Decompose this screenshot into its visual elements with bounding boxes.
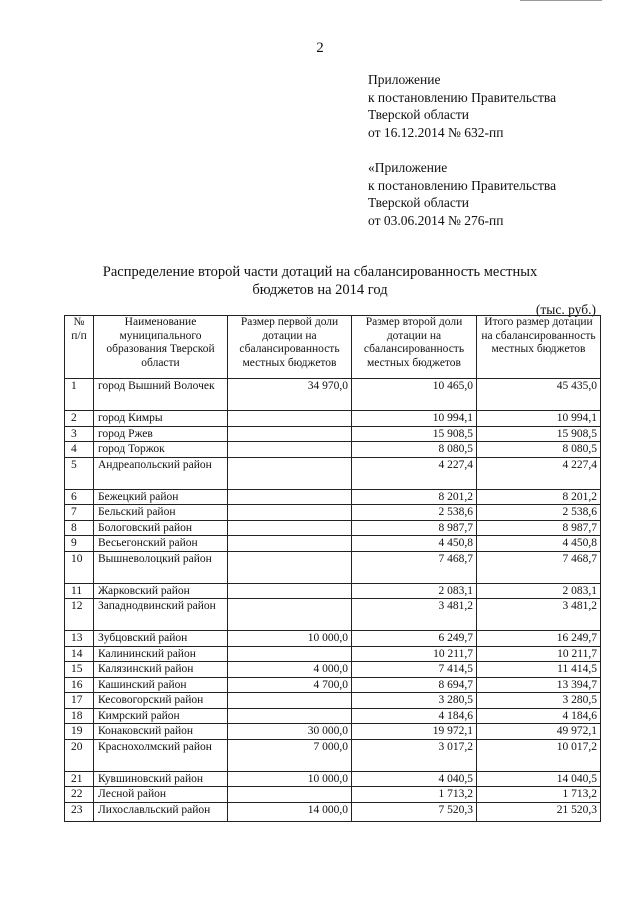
municipality-name: Лесной район: [94, 787, 228, 803]
table-row: [65, 646, 601, 662]
total-value: 4 227,4: [477, 457, 601, 489]
title-line: бюджетов на 2014 год: [252, 282, 388, 298]
document-title: [100, 263, 540, 299]
title-line: Распределение второй части дотаций на сбалансированность местных: [102, 264, 538, 280]
first-share-value: [228, 426, 352, 442]
appendix-previous-line: Тверской области: [368, 195, 469, 210]
municipality-name: город Вышний Волочек: [94, 379, 228, 411]
total-value: 7 468,7: [477, 551, 601, 583]
row-number: 1: [65, 379, 94, 411]
municipality-name: Калининский район: [94, 646, 228, 662]
second-share-value: 4 450,8: [352, 536, 477, 552]
second-share-value: 2 538,6: [352, 505, 477, 521]
table-row: [65, 411, 601, 427]
row-number: 2: [65, 411, 94, 427]
municipality-name: Андреапольский район: [94, 457, 228, 489]
total-value: 10 994,1: [477, 411, 601, 427]
first-share-value: [228, 787, 352, 803]
row-number: 17: [65, 693, 94, 709]
second-share-value: 1 713,2: [352, 787, 477, 803]
municipality-name: город Ржев: [94, 426, 228, 442]
second-share-value: 15 908,5: [352, 426, 477, 442]
table-row: [65, 739, 601, 771]
total-value: 2 083,1: [477, 583, 601, 599]
table-row: [65, 771, 601, 787]
row-number: 4: [65, 442, 94, 458]
second-share-value: 8 694,7: [352, 677, 477, 693]
second-share-value: 10 465,0: [352, 379, 477, 411]
second-share-value: 7 520,3: [352, 802, 477, 821]
header-total: Итого размер дотации на сбалансированность местных бюджетов: [477, 316, 601, 379]
second-share-value: 10 211,7: [352, 646, 477, 662]
table-row: [65, 662, 601, 678]
first-share-value: 14 000,0: [228, 802, 352, 821]
municipality-name: город Кимры: [94, 411, 228, 427]
second-share-value: 4 184,6: [352, 708, 477, 724]
row-number: 19: [65, 724, 94, 740]
total-value: 49 972,1: [477, 724, 601, 740]
row-number: 15: [65, 662, 94, 678]
units-label: (тыс. руб.): [535, 302, 596, 317]
first-share-value: 7 000,0: [228, 739, 352, 771]
municipality-name: Кувшиновский район: [94, 771, 228, 787]
table-row: [65, 551, 601, 583]
total-value: 11 414,5: [477, 662, 601, 678]
table-row: [65, 426, 601, 442]
total-value: 45 435,0: [477, 379, 601, 411]
first-share-value: [228, 646, 352, 662]
row-number: 5: [65, 457, 94, 489]
appendix-previous-line: к постановлению Правительства: [368, 177, 557, 193]
table-row: [65, 520, 601, 536]
total-value: 2 538,6: [477, 505, 601, 521]
first-share-value: 10 000,0: [228, 771, 352, 787]
row-number: 16: [65, 677, 94, 693]
appendix-current-line: от 16.12.2014 № 632-пп: [368, 124, 504, 140]
row-number: 23: [65, 802, 94, 821]
first-share-value: [228, 583, 352, 599]
table-row: [65, 708, 601, 724]
second-share-value: 19 972,1: [352, 724, 477, 740]
municipality-name: Бежецкий район: [94, 489, 228, 505]
row-number: 10: [65, 551, 94, 583]
total-value: 16 249,7: [477, 631, 601, 647]
total-value: 3 280,5: [477, 693, 601, 709]
municipality-name: Кашинский район: [94, 677, 228, 693]
second-share-value: 4 227,4: [352, 457, 477, 489]
header-first-share: Размер первой доли дотации на сбалансированность местных бюджетов: [228, 316, 352, 379]
second-share-value: 3 280,5: [352, 693, 477, 709]
first-share-value: 34 970,0: [228, 379, 352, 411]
total-value: 8 987,7: [477, 520, 601, 536]
second-share-value: 8 201,2: [352, 489, 477, 505]
municipality-name: Жарковский район: [94, 583, 228, 599]
first-share-value: 4 000,0: [228, 662, 352, 678]
row-number: 6: [65, 489, 94, 505]
table-row: [65, 379, 601, 411]
first-share-value: [228, 489, 352, 505]
second-share-value: 3 481,2: [352, 599, 477, 631]
row-number: 20: [65, 739, 94, 771]
total-value: 4 184,6: [477, 708, 601, 724]
municipality-name: Западнодвинский район: [94, 599, 228, 631]
municipality-name: Конаковский район: [94, 724, 228, 740]
row-number: 21: [65, 771, 94, 787]
total-value: 3 481,2: [477, 599, 601, 631]
first-share-value: [228, 599, 352, 631]
table-row: [65, 802, 601, 821]
top-border-line: [520, 0, 602, 1]
total-value: 4 450,8: [477, 536, 601, 552]
appendix-previous-line: «Приложение: [368, 160, 448, 175]
row-number: 12: [65, 599, 94, 631]
appendix-current: [368, 71, 556, 141]
second-share-value: 7 414,5: [352, 662, 477, 678]
row-number: 22: [65, 787, 94, 803]
table-row: [65, 583, 601, 599]
appendix-current-line: Тверской области: [368, 107, 469, 122]
appendix-current-line: к постановлению Правительства: [368, 89, 557, 105]
municipality-name: Зубцовский район: [94, 631, 228, 647]
total-value: 1 713,2: [477, 787, 601, 803]
total-value: 10 211,7: [477, 646, 601, 662]
municipality-name: Вышневолоцкий район: [94, 551, 228, 583]
first-share-value: 30 000,0: [228, 724, 352, 740]
table-row: [65, 505, 601, 521]
first-share-value: [228, 457, 352, 489]
table-row: [65, 457, 601, 489]
total-value: 8 080,5: [477, 442, 601, 458]
municipality-name: Калязинский район: [94, 662, 228, 678]
second-share-value: 7 468,7: [352, 551, 477, 583]
table-row: [65, 787, 601, 803]
row-number: 3: [65, 426, 94, 442]
municipality-name: Лихославльский район: [94, 802, 228, 821]
first-share-value: [228, 442, 352, 458]
municipality-name: Краснохолмский район: [94, 739, 228, 771]
row-number: 18: [65, 708, 94, 724]
table-row: [65, 677, 601, 693]
table-row: [65, 599, 601, 631]
first-share-value: [228, 708, 352, 724]
second-share-value: 10 994,1: [352, 411, 477, 427]
first-share-value: [228, 411, 352, 427]
table-row: [65, 693, 601, 709]
total-value: 10 017,2: [477, 739, 601, 771]
appendix-previous-line: от 03.06.2014 № 276-пп: [368, 212, 504, 228]
municipality-name: Бологовский район: [94, 520, 228, 536]
total-value: 14 040,5: [477, 771, 601, 787]
first-share-value: [228, 505, 352, 521]
second-share-value: 8 987,7: [352, 520, 477, 536]
municipality-name: Бельский район: [94, 505, 228, 521]
table-row: [65, 442, 601, 458]
appendix-previous: [368, 159, 556, 229]
municipality-name: город Торжок: [94, 442, 228, 458]
total-value: 21 520,3: [477, 802, 601, 821]
first-share-value: 4 700,0: [228, 677, 352, 693]
total-value: 8 201,2: [477, 489, 601, 505]
second-share-value: 4 040,5: [352, 771, 477, 787]
first-share-value: [228, 551, 352, 583]
row-number: 9: [65, 536, 94, 552]
second-share-value: 3 017,2: [352, 739, 477, 771]
table-header-row: [65, 316, 601, 379]
first-share-value: [228, 536, 352, 552]
municipality-name: Весьегонский район: [94, 536, 228, 552]
header-second-share: Размер второй доли дотации на сбалансированность местных бюджетов: [352, 316, 477, 379]
row-number: 11: [65, 583, 94, 599]
row-number: 7: [65, 505, 94, 521]
first-share-value: [228, 520, 352, 536]
header-name: Наименование муниципального образования Тверской области: [94, 316, 228, 379]
table-row: [65, 536, 601, 552]
first-share-value: 10 000,0: [228, 631, 352, 647]
table-row: [65, 489, 601, 505]
appendix-current-line: Приложение: [368, 72, 441, 87]
page-number: 2: [316, 40, 324, 56]
second-share-value: 6 249,7: [352, 631, 477, 647]
municipality-name: Кесовогорский район: [94, 693, 228, 709]
municipality-name: Кимрский район: [94, 708, 228, 724]
total-value: 13 394,7: [477, 677, 601, 693]
row-number: 13: [65, 631, 94, 647]
second-share-value: 8 080,5: [352, 442, 477, 458]
table-row: [65, 724, 601, 740]
total-value: 15 908,5: [477, 426, 601, 442]
header-num: № п/п: [65, 316, 94, 379]
row-number: 14: [65, 646, 94, 662]
table-row: [65, 631, 601, 647]
second-share-value: 2 083,1: [352, 583, 477, 599]
row-number: 8: [65, 520, 94, 536]
subsidy-table: [64, 315, 601, 822]
first-share-value: [228, 693, 352, 709]
